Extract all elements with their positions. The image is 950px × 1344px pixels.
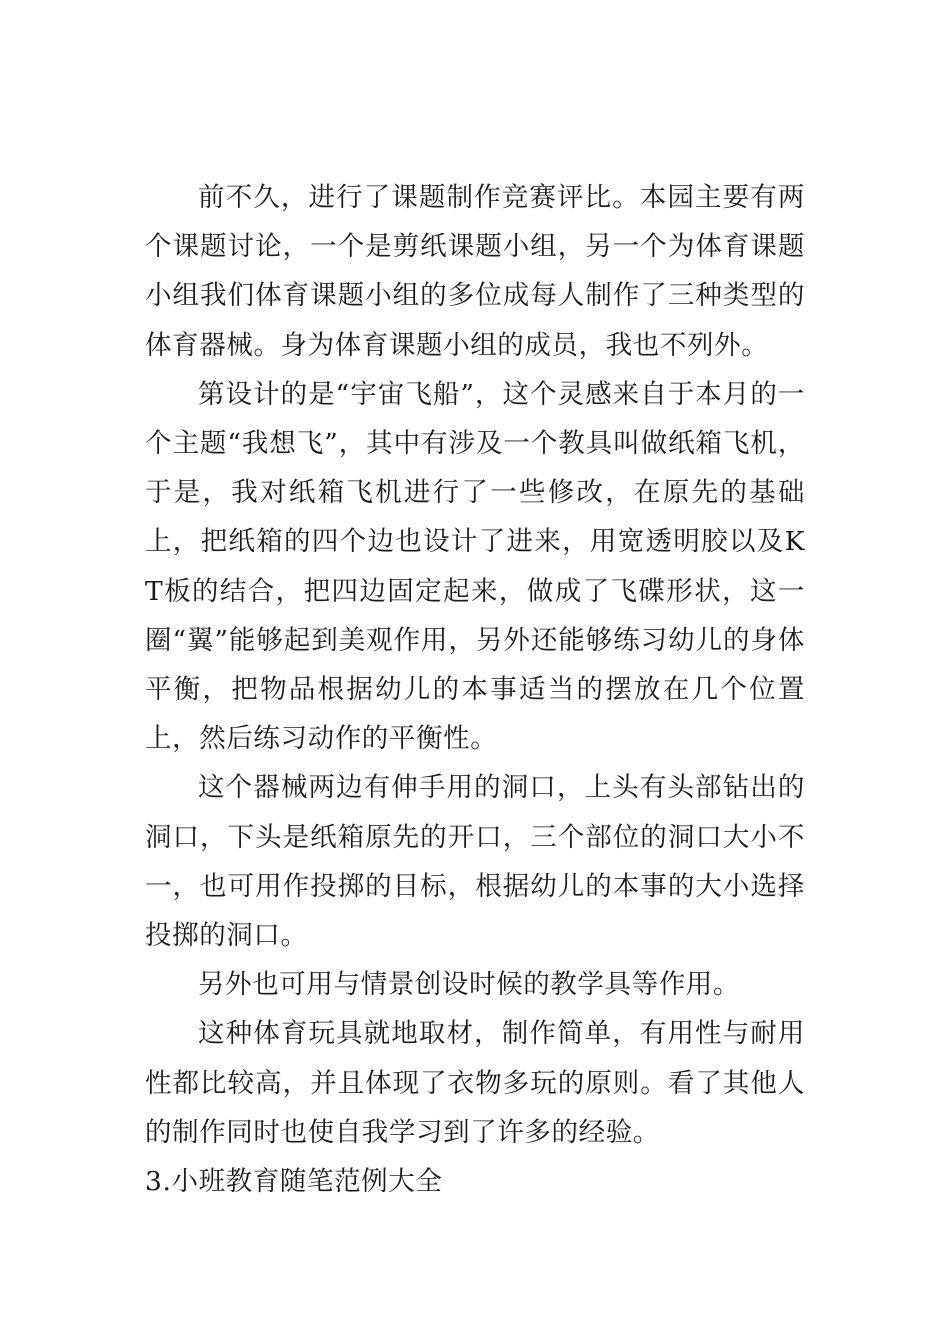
paragraph-3: 这个器械两边有伸手用的洞口，上头有头部钻出的洞口，下头是纸箱原先的开口，三个部位的洞口大小不一，也可用作投掷的目标，根据幼儿的本事的大小选择投掷的洞口。 <box>145 772 805 952</box>
paragraph-2: 第设计的是“宇宙飞船”，这个灵感来自于本月的一个主题“我想飞”，其中有涉及一个教具叫做纸箱飞机，于是，我对纸箱飞机进行了一些修改，在原先的基础上，把纸箱的四个边也设计了进来，用宽透明胶以及KT板的结合，把四边固定起来，做成了飞碟形状，这一圈“翼”能够起到美观作用，另外还能够练习幼儿的身体平衡，把物品根据幼儿的本事适当的摆放在几个位置上，然后练习动作的平衡性。 <box>145 378 805 755</box>
document-body <box>145 173 805 1206</box>
paragraph-4: 另外也可用与情景创设时候的教学具等作用。 <box>198 969 740 1001</box>
section-heading: 3.小班教育随笔范例大全 <box>145 1166 443 1198</box>
paragraph-5: 这种体育玩具就地取材，制作简单，有用性与耐用性都比较高，并且体现了衣物多玩的原则。看了其他人的制作同时也使自我学习到了许多的经验。 <box>145 1018 805 1148</box>
paragraph-1: 前不久，进行了课题制作竞赛评比。本园主要有两个课题讨论，一个是剪纸课题小组，另一个为体育课题小组我们体育课题小组的多位成每人制作了三种类型的体育器械。身为体育课题小组的成员，我也不列外。 <box>145 182 805 361</box>
